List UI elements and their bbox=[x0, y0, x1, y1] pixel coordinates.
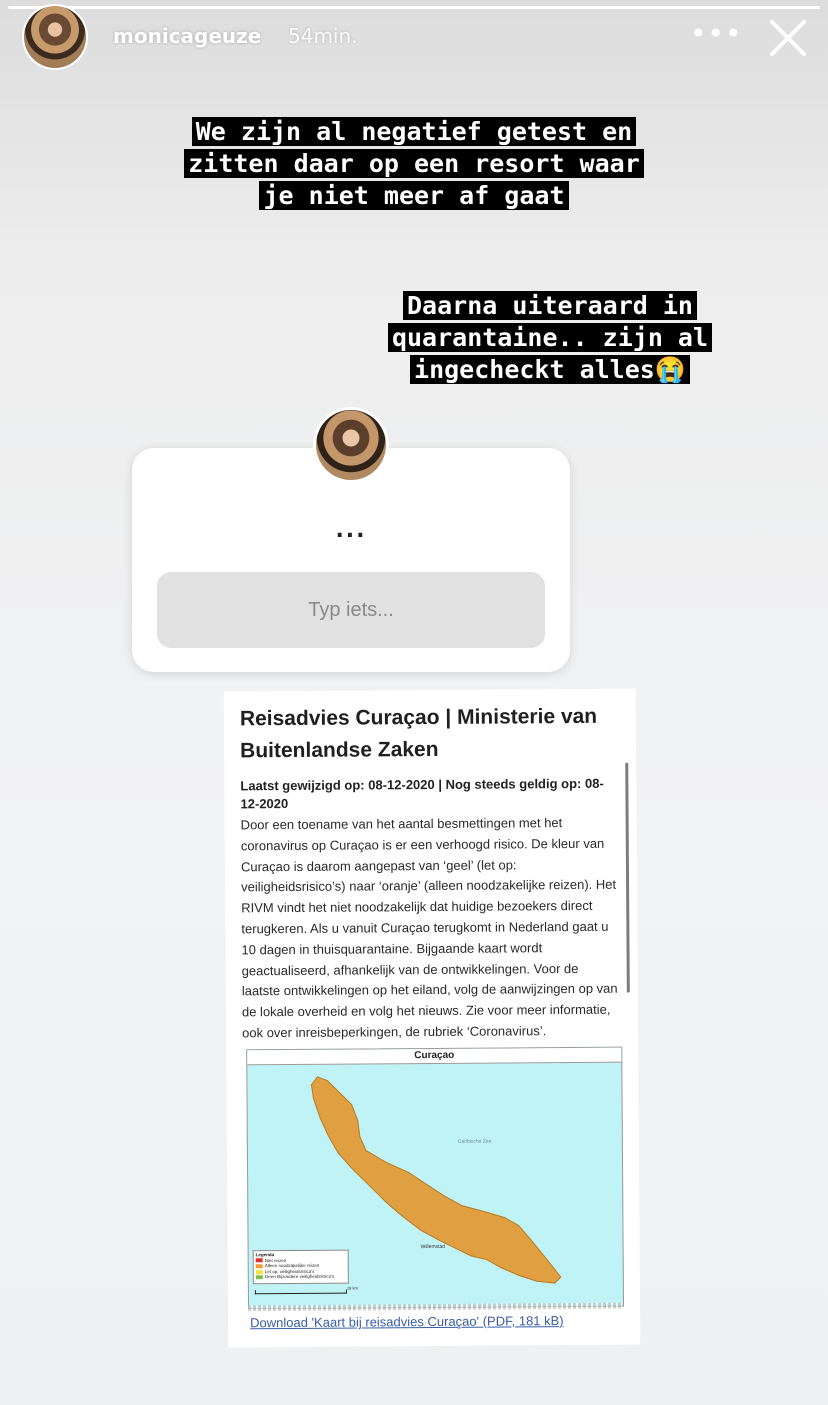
question-title: ... bbox=[335, 518, 367, 543]
article-body: Door een toename van het aantal besmettingen met het coronavirus op Curaçao is er een verhoogd risico. De kleur van Curaçao is daarom aangepast van ‘geel’ (let op: veiligheidsrisico’s) naar ‘oranje’ (alleen noodzakelijke reizen). Het RIVM vindt het niet noodzakelijk dat huidige bezoekers direct terugkeren. Als u vanuit Curaçao terugkomt in Nederland gaat u 10 dagen in thuisquarantaine. Bijgaande kaart wordt geactualiseerd, afhankelijk van de ontwikkelingen. Voor de laatste ontwikkelingen op het eiland, volg de aanwijzingen op van de lokale overheid en volg het nieuws. Zie voor meer informatie, ook over inreisbeperkingen, de rubriek ‘Coronavirus’. bbox=[240, 815, 618, 1041]
story-text-sticker bbox=[180, 116, 648, 212]
map-scale-bar bbox=[255, 1290, 347, 1295]
legend-label: Niet reizen bbox=[264, 1257, 287, 1263]
story-text-sticker bbox=[350, 290, 750, 386]
map-city-label: Willemstad bbox=[420, 1243, 446, 1251]
download-map-link[interactable]: Download 'Kaart bij reisadvies Curaçao' (PDF, 181 kB) bbox=[250, 1313, 564, 1331]
article-screenshot bbox=[224, 689, 641, 1348]
legend-swatch-2 bbox=[256, 1270, 263, 1274]
story-progress-bar bbox=[8, 6, 820, 9]
map-title: Curaçao bbox=[247, 1048, 621, 1066]
legend-swatch-3 bbox=[256, 1275, 263, 1279]
post-time: 54min. bbox=[288, 24, 358, 48]
profile-avatar[interactable] bbox=[24, 6, 86, 68]
article-meta: Laatst gewijzigd op: 08-12-2020 | Nog steeds geldig op: 08-12-2020 bbox=[240, 775, 604, 812]
legend-item bbox=[256, 1274, 346, 1280]
legend-label: Geen Bijzondere veiligheidsrisico's bbox=[264, 1274, 335, 1280]
question-reply-input[interactable]: Typ iets... bbox=[157, 572, 545, 648]
more-options-icon[interactable]: ••• bbox=[690, 17, 743, 50]
curacao-island-shape bbox=[311, 1075, 560, 1285]
legend-swatch-1 bbox=[256, 1264, 263, 1268]
curacao-map bbox=[246, 1047, 624, 1310]
article-scrollbar bbox=[625, 763, 630, 993]
legend-title: Legenda bbox=[255, 1252, 275, 1258]
close-icon[interactable] bbox=[764, 14, 812, 62]
legend-label: Alleen noodzakelijke reizen bbox=[264, 1262, 320, 1269]
legend-label: Let op, veiligheidsrisico's bbox=[264, 1268, 315, 1274]
map-footnote bbox=[248, 1303, 622, 1312]
username[interactable]: monicageuze bbox=[113, 24, 262, 48]
story-text-2: Daarna uiteraard in quarantaine.. zijn al ingecheckt alles😭 bbox=[388, 291, 712, 384]
map-sea-label: Caribische Zee bbox=[457, 1138, 492, 1145]
map-scale-label: 18 km bbox=[346, 1285, 358, 1291]
story-progress-fill bbox=[8, 6, 820, 9]
question-sticker-avatar bbox=[316, 410, 386, 480]
story-text-1: We zijn al negatief getest en zitten daar op een resort waar je niet meer af gaat bbox=[184, 117, 644, 210]
question-sticker[interactable] bbox=[132, 448, 570, 672]
map-legend bbox=[253, 1250, 349, 1285]
article-title: Reisadvies Curaçao | Ministerie van Buitenlandse Zaken bbox=[239, 704, 598, 763]
legend-swatch-0 bbox=[256, 1259, 263, 1263]
